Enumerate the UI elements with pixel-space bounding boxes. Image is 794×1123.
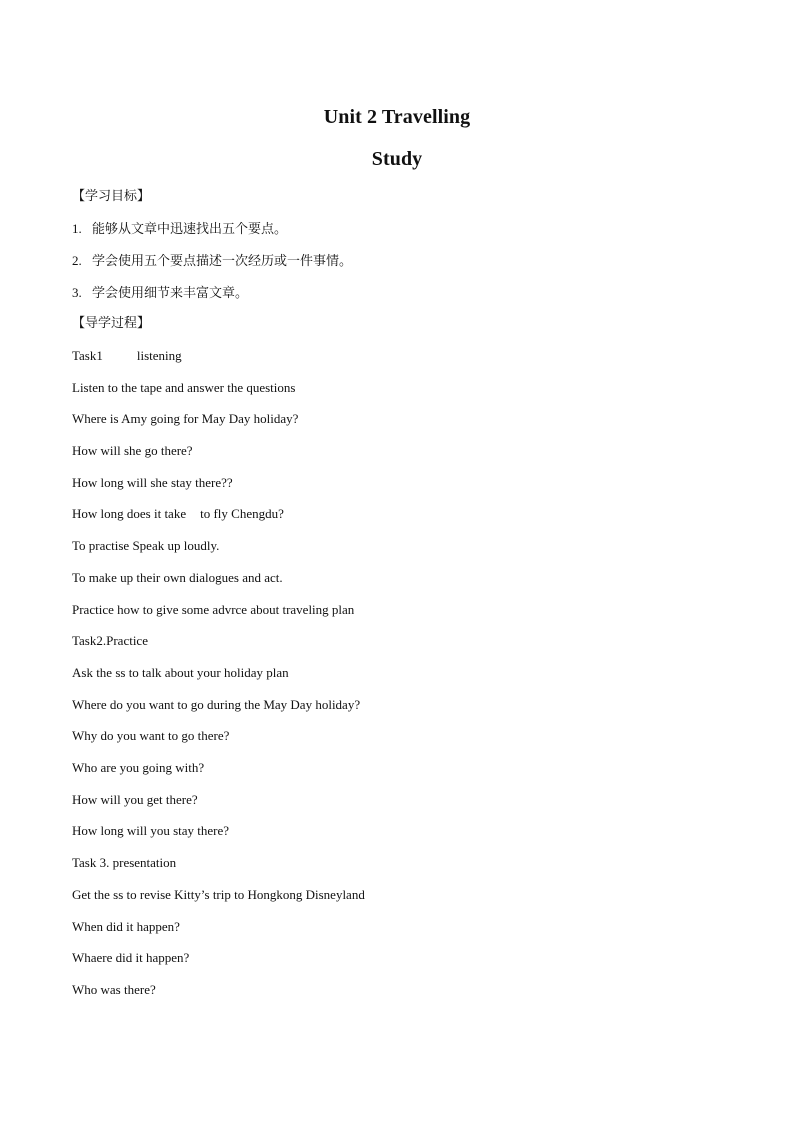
objective-text: 能够从文章中迅速找出五个要点。 <box>92 222 288 237</box>
task-heading: Task 3. presentation <box>72 855 177 870</box>
text-line: Get the ss to revise Kitty’s trip to Hongkong Disneyland <box>72 887 365 902</box>
task-heading: Task2.Practice <box>72 633 148 648</box>
text-line <box>72 505 284 523</box>
text-line: How long will she stay there?? <box>72 475 233 490</box>
text-line: To make up their own dialogues and act. <box>72 570 283 585</box>
objective-number: 2. <box>72 253 82 268</box>
text-line: Where is Amy going for May Day holiday? <box>72 411 299 426</box>
text-line: How will you get there? <box>72 792 198 807</box>
text-line: Ask the ss to talk about your holiday plan <box>72 665 289 680</box>
process-heading: 【导学过程】 <box>72 316 151 331</box>
task1-name: listening <box>136 348 182 363</box>
text-line: How will she go there? <box>72 443 193 458</box>
text-line: When did it happen? <box>72 919 180 934</box>
text-line: Who are you going with? <box>72 760 205 775</box>
text-line: Why do you want to go there? <box>72 728 230 743</box>
objective-text: 学会使用五个要点描述一次经历或一件事情。 <box>92 254 353 269</box>
objective-item <box>72 284 248 303</box>
text-fragment: How long does it take <box>72 506 187 521</box>
text-line: To practise Speak up loudly. <box>72 538 220 553</box>
task1-label: Task1 <box>72 348 103 363</box>
text-line: Listen to the tape and answer the questions <box>72 380 296 395</box>
objective-number: 3. <box>72 285 82 300</box>
objective-text: 学会使用细节来丰富文章。 <box>92 286 249 301</box>
task1-line <box>72 347 182 365</box>
objective-number: 1. <box>72 221 82 236</box>
text-line: Who was there? <box>72 982 156 997</box>
text-line: Where do you want to go during the May Day holiday? <box>72 697 361 712</box>
objective-item <box>72 252 352 271</box>
document-subtitle: Study <box>371 148 423 170</box>
objective-item <box>72 220 287 239</box>
text-fragment: to fly Chengdu? <box>200 506 284 521</box>
text-line: Practice how to give some advrce about traveling plan <box>72 602 355 617</box>
text-line: How long will you stay there? <box>72 823 230 838</box>
objectives-heading: 【学习目标】 <box>72 189 151 204</box>
text-line: Whaere did it happen? <box>72 950 190 965</box>
document-title: Unit 2 Travelling <box>323 106 471 128</box>
